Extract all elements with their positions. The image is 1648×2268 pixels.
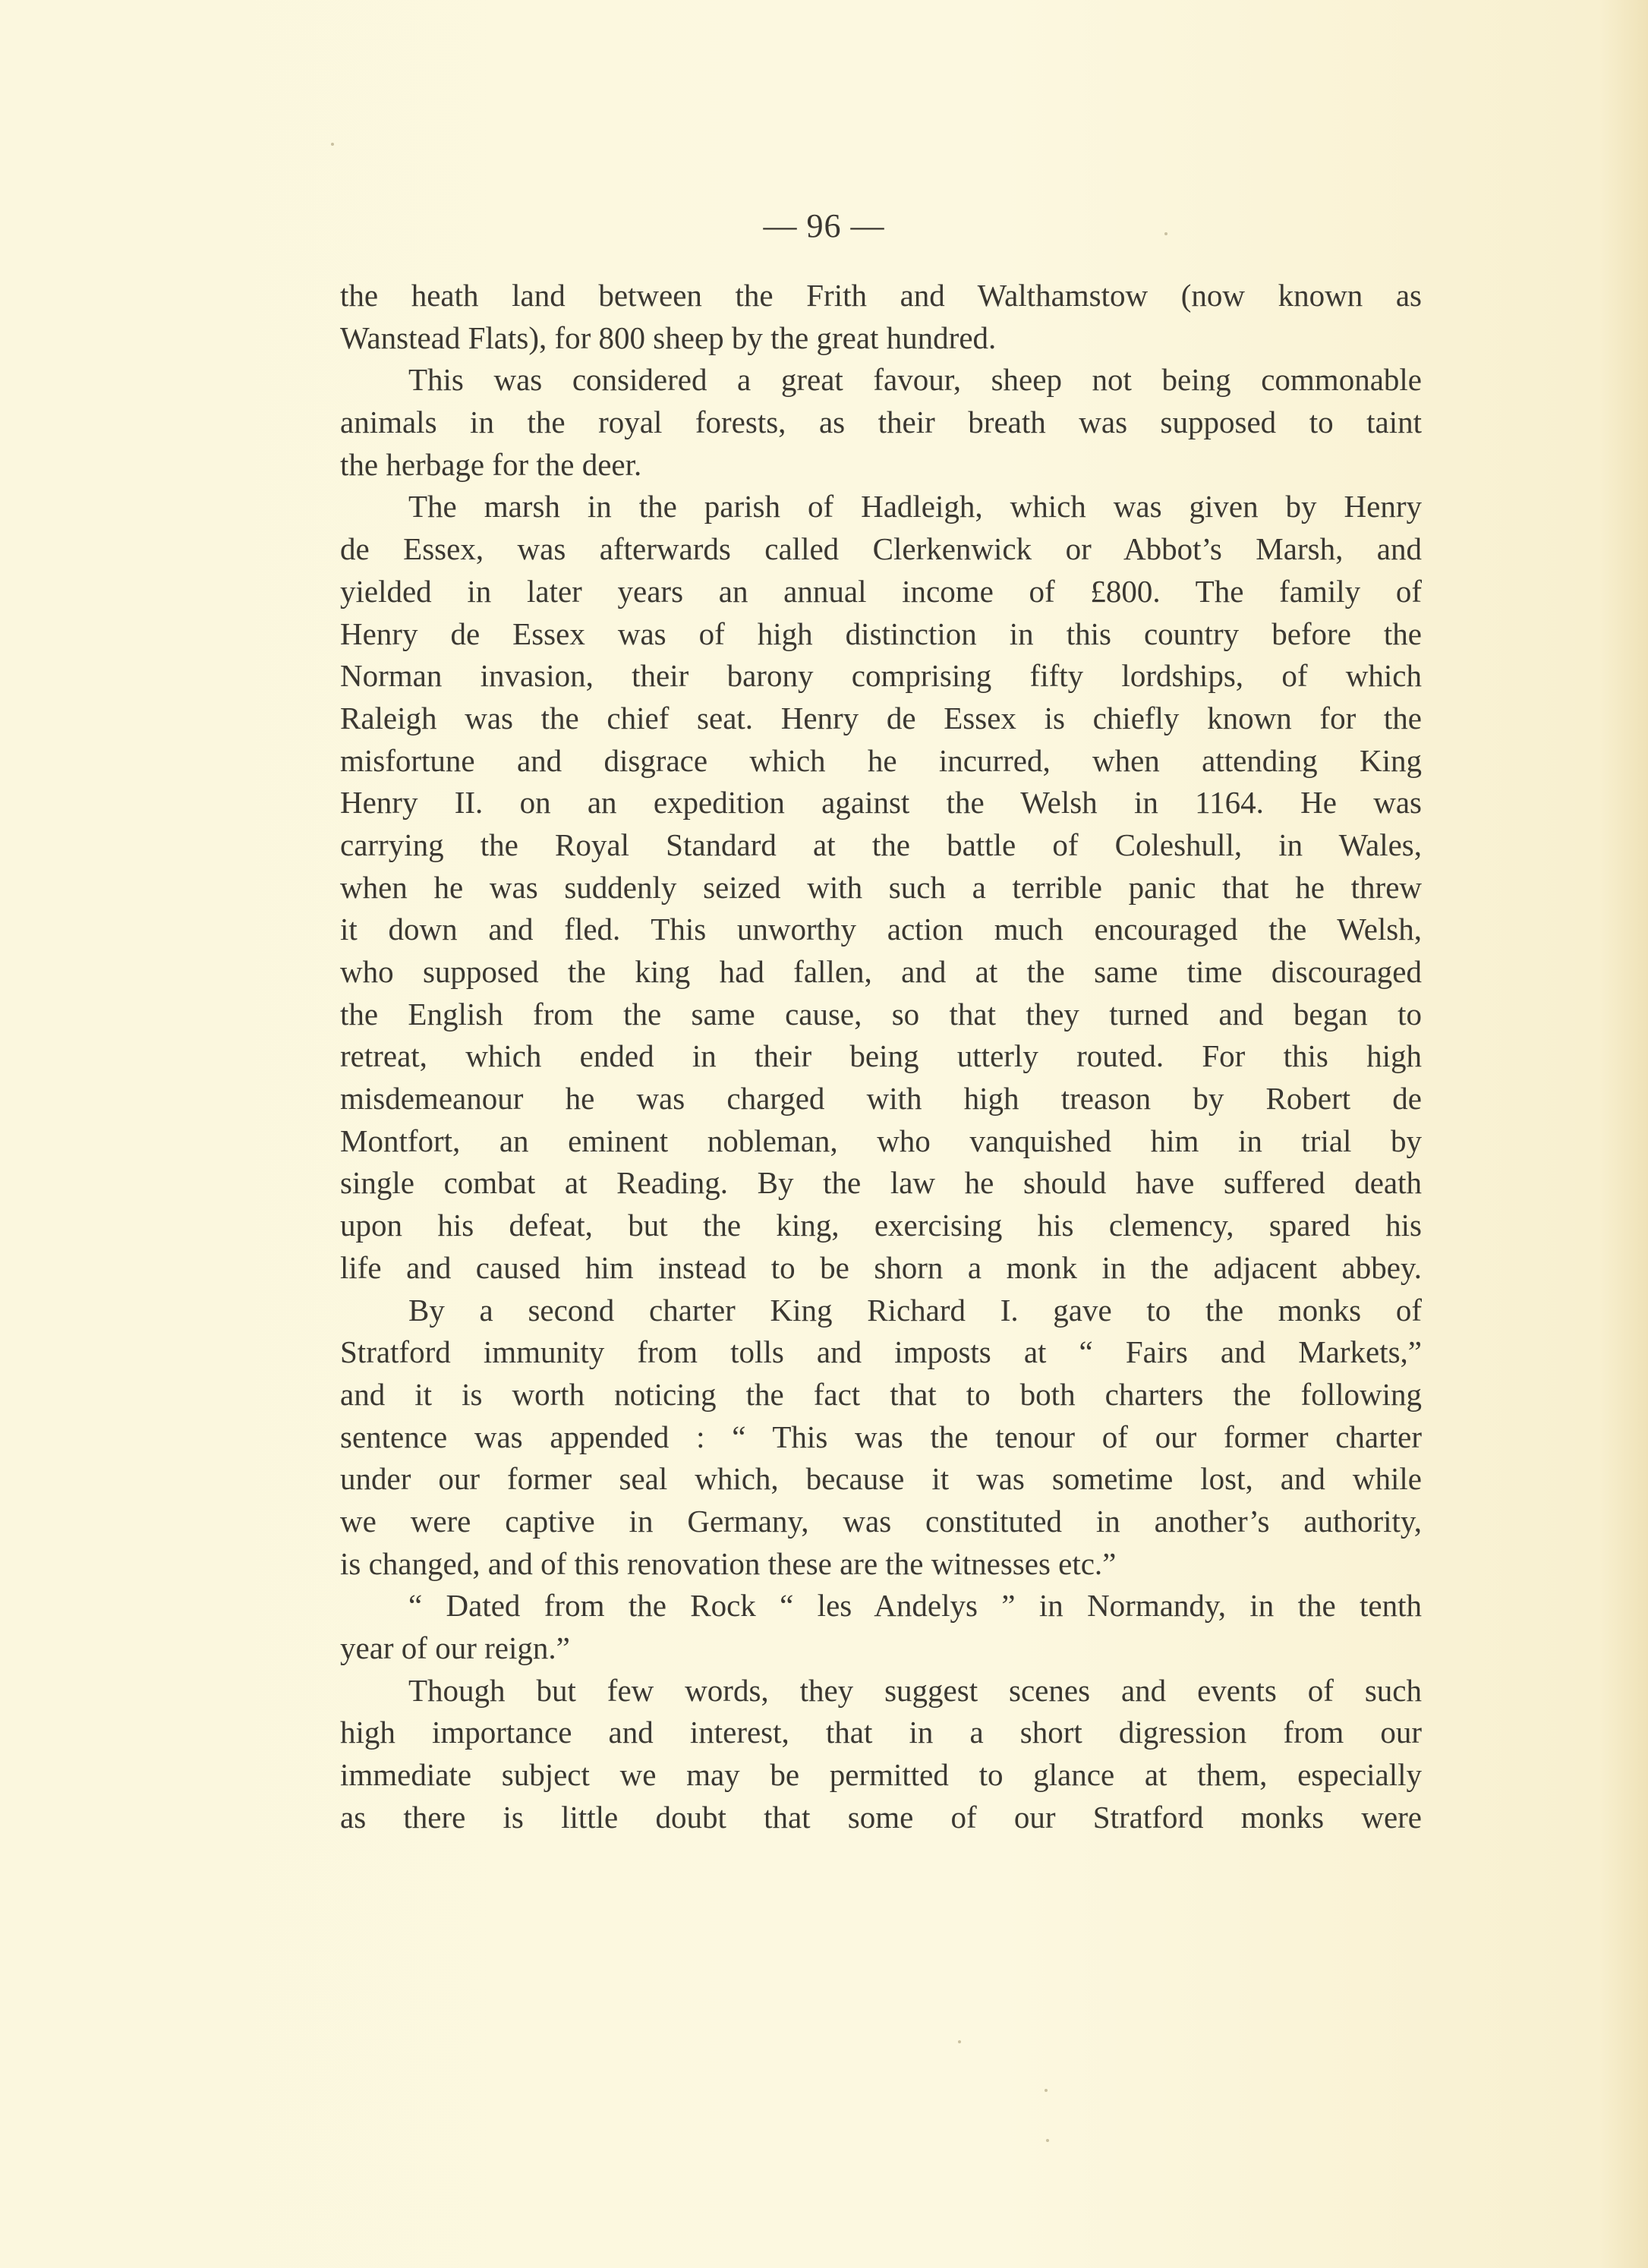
text-line: By a second charter King Richard I. gave to the monks of (408, 1292, 1422, 1328)
text-line: the heath land between the Frith and Walthamstow (now known as (340, 278, 1422, 313)
text-line: life and caused him instead to be shorn a monk in the adjacent abbey. (340, 1249, 1422, 1285)
text-line: carrying the Royal Standard at the battle of Coleshull, in Wales, (340, 827, 1422, 862)
text-line: and it is worth noticing the fact that to both charters the following (340, 1376, 1422, 1412)
text-line: sentence was appended : “ This was the tenour of our former charter (340, 1419, 1422, 1454)
text-line: retreat, which ended in their being utterly routed. For this high (340, 1038, 1422, 1074)
page-number: — 96 — (763, 207, 885, 244)
text-line: is changed, and of this renovation these are the witnesses etc.” (340, 1545, 1117, 1581)
text-line: under our former seal which, because it was sometime lost, and while (340, 1461, 1422, 1497)
text-line: year of our reign.” (340, 1630, 570, 1665)
text-line: the English from the same cause, so that they turned and began to (340, 996, 1422, 1032)
paper-speck (1164, 232, 1167, 235)
text-line: misfortune and disgrace which he incurred, when attending King (340, 742, 1422, 778)
paper-speck (1045, 2089, 1048, 2092)
text-line: animals in the royal forests, as their breath was supposed to taint (340, 405, 1422, 440)
text-line: the herbage for the deer. (340, 446, 642, 482)
text-line: yielded in later years an annual income of £800. The family of (340, 573, 1422, 609)
text-line: upon his defeat, but the king, exercising his clemency, spared his (340, 1208, 1422, 1243)
body-text (340, 275, 1422, 1838)
text-line: Stratford immunity from tolls and imposts at “ Fairs and Markets,” (340, 1334, 1422, 1370)
text-line: Montfort, an eminent nobleman, who vanquished him in trial by (340, 1123, 1422, 1158)
text-line: Henry de Essex was of high distinction in this country before the (340, 616, 1422, 651)
paper-speck (331, 143, 334, 146)
text-line: Though but few words, they suggest scenes and events of such (408, 1672, 1422, 1708)
text-line: de Essex, was afterwards called Clerkenwick or Abbot’s Marsh, and (340, 531, 1422, 567)
paper-speck (958, 2040, 961, 2043)
text-line: Henry II. on an expedition against the Welsh in 1164. He was (340, 785, 1422, 821)
text-line: high importance and interest, that in a short digression from our (340, 1715, 1422, 1750)
text-line: misdemeanour he was charged with high treason by Robert de (340, 1081, 1422, 1117)
text-line: immediate subject we may be permitted to glance at them, especially (340, 1757, 1422, 1793)
text-line: The marsh in the parish of Hadleigh, which was given by Henry (408, 489, 1422, 524)
text-line: This was considered a great favour, sheep not being commonable (408, 362, 1422, 398)
text-line: Norman invasion, their barony comprising fifty lordships, of which (340, 658, 1422, 694)
paper-speck (1046, 2139, 1049, 2142)
text-line: single combat at Reading. By the law he should have suffered death (340, 1165, 1422, 1201)
text-line: Raleigh was the chief seat. Henry de Essex is chiefly known for the (340, 700, 1422, 736)
text-line: who supposed the king had fallen, and at the same time discouraged (340, 954, 1422, 989)
text-line: “ Dated from the Rock “ les Andelys ” in Normandy, in the tenth (408, 1588, 1422, 1624)
text-line: it down and fled. This unworthy action much encouraged the Welsh, (340, 912, 1422, 947)
text-line: as there is little doubt that some of our Stratford monks were (340, 1799, 1422, 1835)
text-line: when he was suddenly seized with such a terrible panic that he threw (340, 869, 1422, 905)
text-line: Wanstead Flats), for 800 sheep by the great hundred. (340, 320, 997, 355)
text-line: we were captive in Germany, was constituted in another’s authority, (340, 1503, 1422, 1539)
